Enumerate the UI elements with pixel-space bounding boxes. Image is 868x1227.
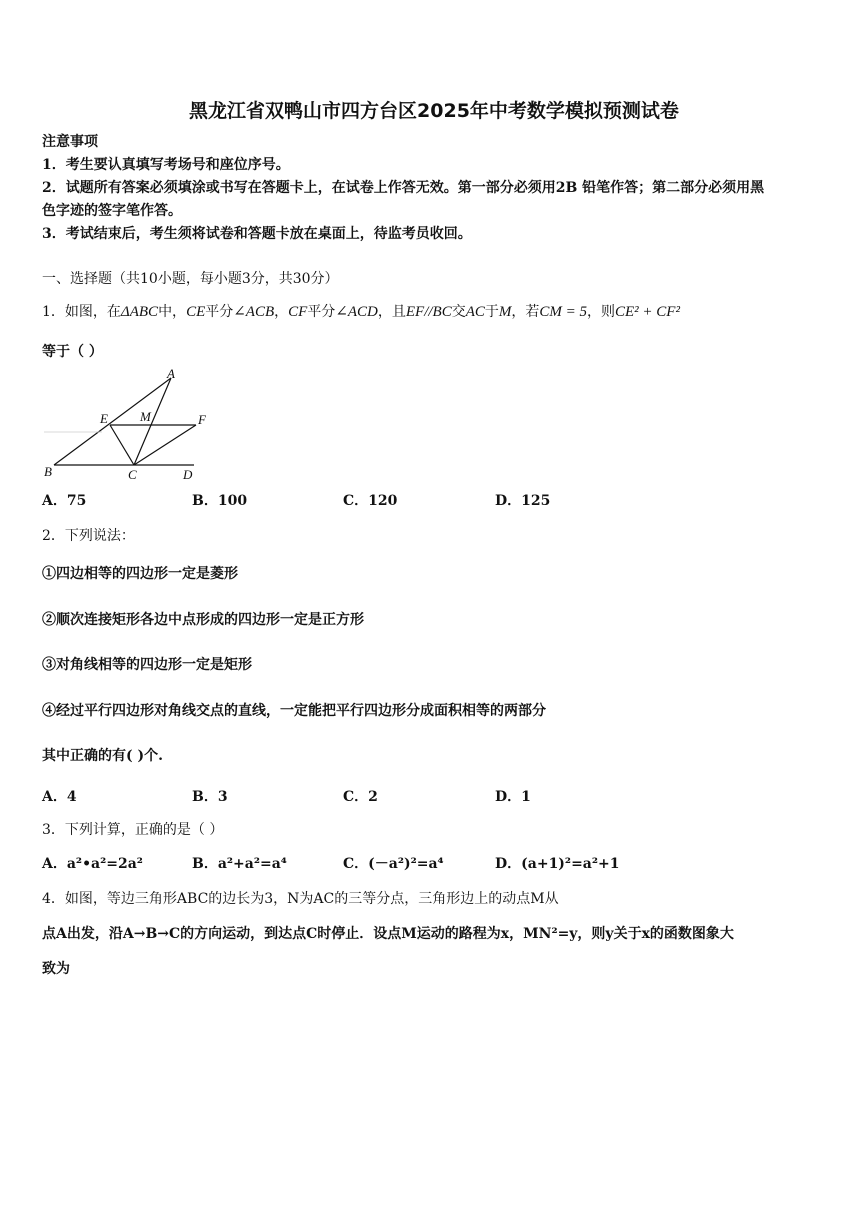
q1-math: ∠ACD [335, 304, 378, 320]
q1-math: EF//BC [405, 304, 452, 320]
q3-option-a[interactable]: A．a²•a²=2a² [42, 856, 143, 872]
page-title: 黑龙江省双鸭山市四方台区2025年中考数学模拟预测试卷 [189, 100, 679, 122]
q2-statement-1: ①四边相等的四边形一定是菱形 [42, 566, 238, 582]
line-EC [110, 425, 134, 465]
q1-option-b[interactable]: B．100 [192, 493, 248, 509]
q4-stem-line2: 点A出发，沿A→B→C的方向运动，到达点C时停止．设点M运动的路程为x，MN²=y，则y关于x的函数图象大 [42, 926, 734, 942]
q1-option-c[interactable]: C．120 [343, 493, 398, 509]
label-E: E [100, 411, 108, 426]
notice-item-1: 1．考生要认真填写考场号和座位序号。 [42, 157, 290, 173]
q1-text: 平分 [307, 304, 336, 320]
q1-option-a[interactable]: A．75 [42, 493, 87, 509]
q1-math: CM = 5 [539, 304, 588, 320]
q1-text: ，若 [511, 304, 540, 320]
q2-option-c[interactable]: C．2 [343, 789, 378, 805]
label-M: M [140, 409, 151, 424]
section-heading: 一、选择题（共10小题，每小题3分，共30分） [42, 271, 339, 287]
label-A: A [167, 366, 175, 381]
notice-item-3: 3．考试结束后，考生须将试卷和答题卡放在桌面上，待监考员收回。 [42, 226, 472, 242]
q3-option-b[interactable]: B．a²+a²=a⁴ [192, 856, 287, 872]
q1-text: ，且 [377, 304, 406, 320]
q1-math: CE² + CF² [615, 304, 680, 320]
q3-stem: 3．下列计算，正确的是（ ） [42, 822, 224, 838]
line-CF [134, 425, 196, 465]
label-D: D [183, 467, 193, 482]
q1-options [42, 490, 822, 510]
q1-text: 平分 [205, 304, 234, 320]
q3-options [42, 853, 822, 873]
q1-math: M [498, 304, 512, 320]
q1-text: 中， [158, 304, 187, 320]
q4-stem-line3: 致为 [42, 961, 70, 977]
q1-math: CE [186, 304, 206, 320]
q4-stem-line1: 4．如图，等边三角形ABC的边长为3，N为AC的三等分点，三角形边上的动点M从 [42, 891, 559, 907]
q1-text: ， [274, 304, 289, 320]
q2-option-a[interactable]: A．4 [42, 789, 77, 805]
label-B: B [44, 464, 52, 479]
notice-item-2-cont: 色字迹的签字笔作答。 [42, 203, 182, 219]
q2-question: 其中正确的有( )个. [42, 748, 163, 764]
q1-text: 交 [451, 304, 466, 320]
q3-option-c[interactable]: C．(－a²)²=a⁴ [343, 856, 444, 872]
q1-math: CF [288, 304, 308, 320]
q2-options [42, 786, 822, 806]
q1-math: AC [465, 304, 485, 320]
q1-math: ΔABC [120, 304, 159, 320]
q2-option-b[interactable]: B．3 [192, 789, 228, 805]
q1-text: ，则 [587, 304, 616, 320]
q1-text: 于 [484, 304, 499, 320]
q2-statement-3: ③对角线相等的四边形一定是矩形 [42, 657, 252, 673]
q2-stem: 2．下列说法： [42, 528, 135, 544]
notice-item-2: 2．试题所有答案必须填涂或书写在答题卡上，在试卷上作答无效。第一部分必须用2B 铅笔作答；第二部分必须用黑 [42, 180, 765, 196]
label-F: F [198, 412, 206, 427]
q2-option-d[interactable]: D．1 [495, 789, 531, 805]
q3-option-d[interactable]: D．(a+1)²=a²+1 [495, 856, 620, 872]
notice-heading: 注意事项 [42, 134, 98, 150]
q2-statement-2: ②顺次连接矩形各边中点形成的四边形一定是正方形 [42, 612, 364, 628]
q1-math: ∠ACB [233, 304, 275, 320]
q1-stem-line2: 等于（ ） [42, 344, 103, 360]
q1-geometry-figure [40, 366, 220, 486]
q2-statement-4: ④经过平行四边形对角线交点的直线，一定能把平行四边形分成面积相等的两部分 [42, 703, 546, 719]
q1-option-d[interactable]: D．125 [495, 493, 551, 509]
label-C: C [128, 467, 137, 482]
q1-stem-line1 [42, 301, 680, 321]
q1-text: 1．如图，在 [42, 304, 121, 320]
